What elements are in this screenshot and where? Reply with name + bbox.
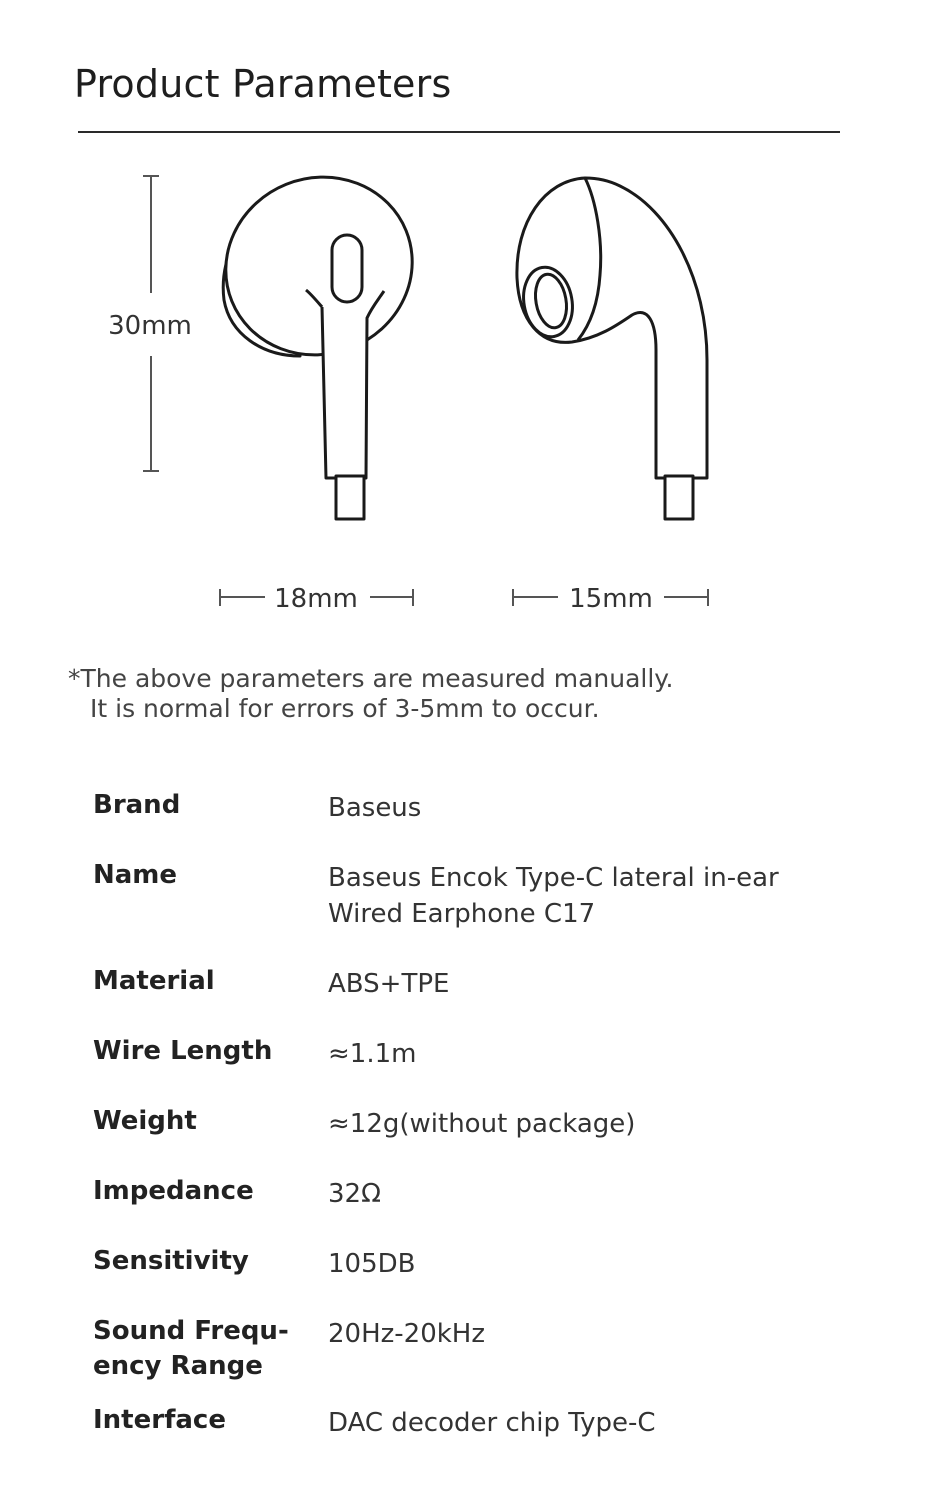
spec-label: Sound Frequ- ency Range <box>93 1316 289 1381</box>
spec-value: Baseus <box>328 793 422 823</box>
side-width-label: 15mm <box>569 584 653 614</box>
spec-value: 105DB <box>328 1249 416 1279</box>
spec-value: ≈12g(without package) <box>328 1109 636 1139</box>
measurement-note <box>68 664 673 724</box>
spec-value: 32Ω <box>328 1179 381 1209</box>
spec-label: Interface <box>93 1405 226 1435</box>
spec-value: Baseus Encok Type-C lateral in-ear Wired Earphone C17 <box>328 863 779 929</box>
earbud-side-view <box>517 178 707 519</box>
earphone-dimension-diagram <box>0 140 930 640</box>
spec-value: ABS+TPE <box>328 969 450 999</box>
note-line-2: It is normal for errors of 3-5mm to occur. <box>90 694 600 723</box>
spec-label: Impedance <box>93 1176 254 1206</box>
spec-label: Brand <box>93 790 181 820</box>
spec-label: Weight <box>93 1106 197 1136</box>
note-line-1: *The above parameters are measured manually. <box>68 664 674 693</box>
front-width-label: 18mm <box>274 584 358 614</box>
spec-value: ≈1.1m <box>328 1039 417 1069</box>
spec-value: DAC decoder chip Type-C <box>328 1408 656 1438</box>
title-divider <box>78 131 840 133</box>
spec-label: Sensitivity <box>93 1246 249 1276</box>
spec-label: Name <box>93 860 178 890</box>
spec-label: Wire Length <box>93 1036 273 1066</box>
page-title: Product Parameters <box>74 62 452 106</box>
spec-label: Material <box>93 966 215 996</box>
spec-value: 20Hz-20kHz <box>328 1319 486 1349</box>
earbud-front-view <box>199 149 439 519</box>
height-dimension-label: 30mm <box>108 311 192 341</box>
